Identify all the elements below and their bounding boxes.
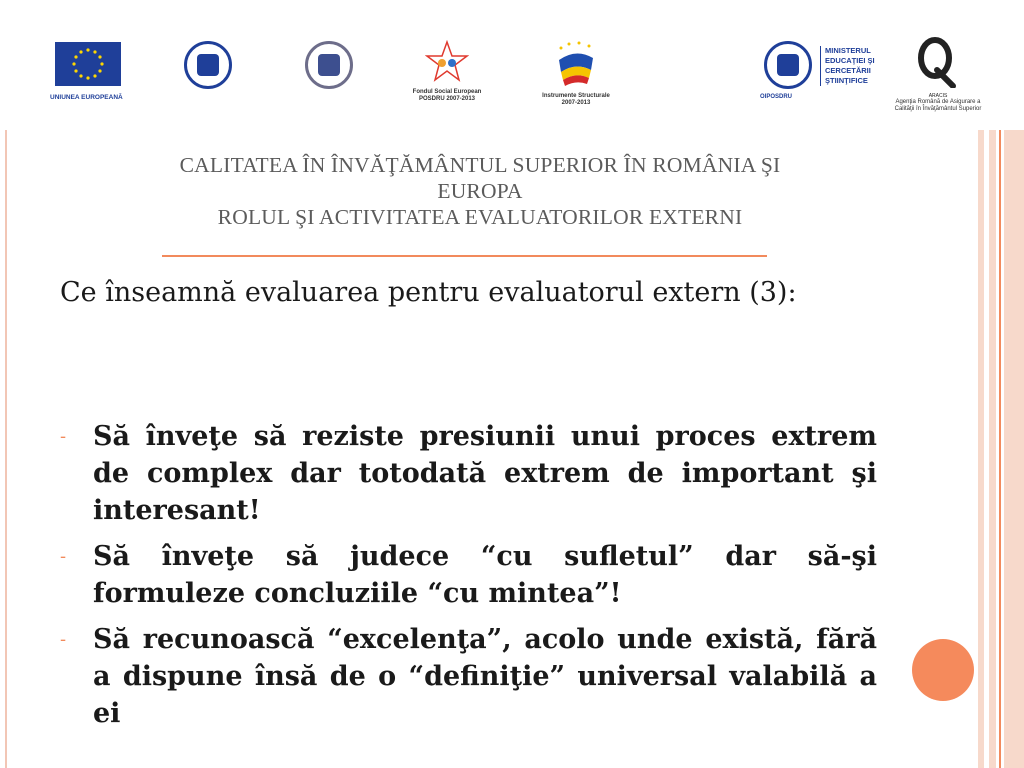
right-stripe-3	[999, 130, 1001, 768]
title-line-3: ROLUL ŞI ACTIVITATEA EVALUATORILOR EXTERNI	[217, 205, 743, 229]
right-stripe-4	[1004, 130, 1024, 768]
is-flag-icon	[551, 40, 601, 88]
bullet-text: Să înveţe să judece “cu sufletul” dar să-şi formuleze concluziile “cu mintea”!	[93, 541, 877, 609]
fse-star-icon	[425, 40, 469, 84]
eu-logo-caption: UNIUNEA EUROPEANĂ	[50, 94, 123, 101]
eu-flag-logo	[55, 42, 121, 86]
title-line-1: CALITATEA ÎN ÎNVĂŢĂMÂNTUL SUPERIOR ÎN ROMÂNIA ŞI	[179, 153, 781, 177]
government-seal-logo	[184, 41, 232, 89]
bullet-list	[60, 418, 877, 741]
aracis-mark: ARACIS	[928, 93, 948, 99]
title-underline	[162, 255, 767, 257]
aracis-caption: Agenţia Română de Asigurare a Calităţii în Învăţământul Superior	[894, 99, 982, 112]
fse-logo-caption: Fondul Social European POSDRU 2007-2013	[412, 89, 482, 102]
right-stripe-1	[978, 130, 984, 768]
aracis-logo	[894, 36, 982, 113]
left-border-line	[5, 130, 7, 768]
romania-seal-logo	[305, 41, 353, 89]
is-logo-caption: Instrumente Structurale 2007-2013	[542, 93, 610, 106]
bullet-dash-icon: -	[60, 629, 67, 650]
title-line-2: EUROPA	[437, 179, 523, 203]
eu-stars-icon	[55, 42, 121, 86]
slide-nav-circle-button[interactable]	[912, 639, 974, 701]
bullet-text: Să înveţe să reziste presiunii unui proces extrem de complex dar totodată extrem de important şi interesant!	[93, 421, 877, 526]
list-item	[60, 538, 877, 612]
aracis-q-icon	[913, 36, 963, 88]
instrumente-structurale-logo	[538, 40, 614, 107]
list-item	[60, 418, 877, 529]
fse-logo	[412, 40, 482, 103]
list-item	[60, 621, 877, 732]
oiposdru-seal-logo	[764, 41, 812, 89]
right-stripe-2	[989, 130, 996, 768]
slide-title	[60, 152, 900, 230]
intro-text: Ce înseamnă evaluarea pentru evaluatorul extern (3):	[60, 277, 797, 308]
mecs-logo-text: MINISTERUL EDUCAŢIEI ŞI CERCETĂRII ŞTIINŢIFICE	[820, 46, 893, 86]
bullet-text: Să recunoască “excelenţa”, acolo unde există, fără a dispune însă de o “definiţie” universal valabilă a ei	[93, 624, 877, 729]
oiposdru-caption: OIPOSDRU	[760, 94, 793, 100]
bullet-dash-icon: -	[60, 426, 67, 447]
bullet-dash-icon: -	[60, 546, 67, 567]
